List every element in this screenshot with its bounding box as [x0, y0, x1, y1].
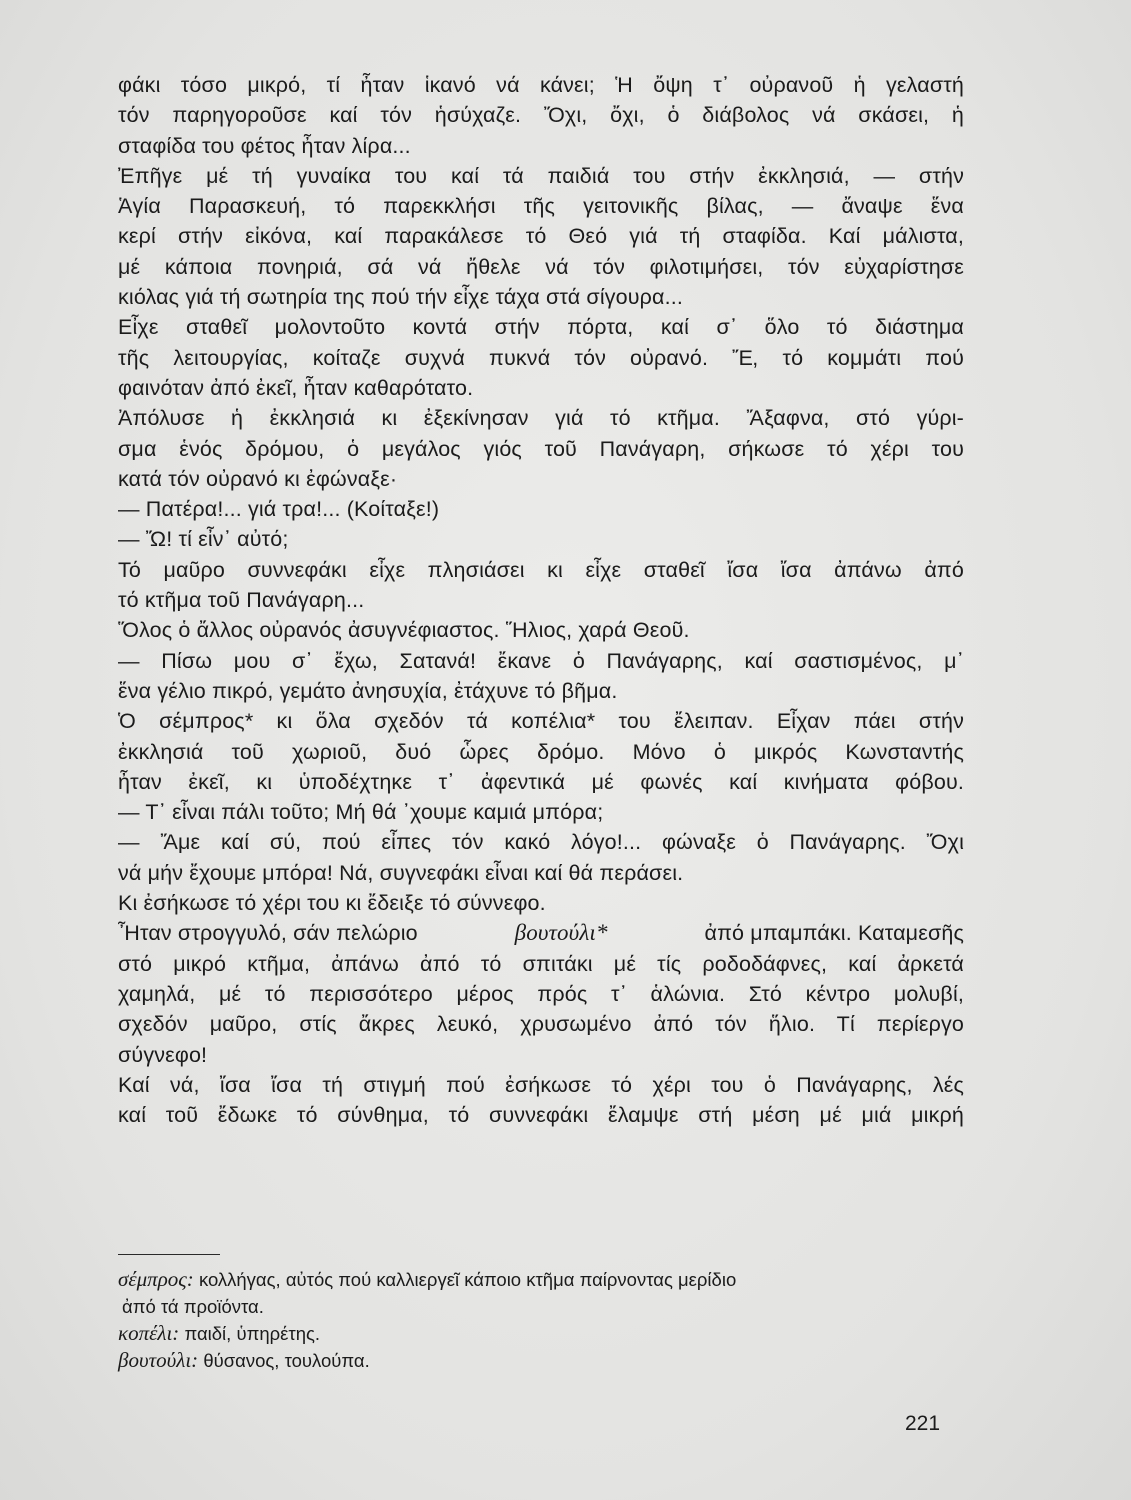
text-line: Ὅλος ὁ ἄλλος οὐρανός ἀσυγνέφιαστος. Ἥλιος, χαρά Θεοῦ. — [118, 618, 690, 643]
footnote-rule — [118, 1254, 220, 1255]
text-line: τῆς λειτουργίας, κοίταζε συχνά πυκνά τόν οὐρανό. Ἔ, τό κομμάτι πού — [118, 345, 964, 370]
text-line: σύγνεφο! — [118, 1042, 208, 1067]
text-line: νά μήν ἔχουμε μπόρα! Νά, συγνεφάκι εἶναι καί θά περάσει. — [118, 860, 684, 885]
text-line: τόν παρηγοροῦσε καί τόν ἡσύχαζε. Ὄχι, ὄχι, ὁ διάβολος νά σκάσει, ἡ — [118, 103, 964, 128]
footnote-term: σέμπρος: — [118, 1267, 194, 1291]
text-line: Καί νά, ἴσα ἴσα τή στιγμή πού ἐσήκωσε τό χέρι του ὁ Πανάγαρης, λές — [118, 1072, 964, 1097]
text-line: σχεδόν μαῦρο, στίς ἄκρες λευκό, χρυσωμένο ἀπό τόν ἥλιο. Τί περίεργο — [118, 1012, 964, 1037]
footnote-term: βουτούλι: — [118, 1348, 199, 1372]
footnotes — [118, 1266, 964, 1374]
text-line: — Πίσω μου σ᾿ ἔχω, Σατανά! ἔκανε ὁ Πανάγαρης, καί σαστισμένος, μ᾿ — [118, 648, 964, 673]
text-line — [118, 918, 964, 948]
footnote — [118, 1266, 964, 1293]
text-line: ἕνα γέλιο πικρό, γεμάτο ἀνησυχία, ἐτάχυνε τό βῆμα. — [118, 678, 618, 703]
footnote-text: κολλήγας, αὐτός πού καλλιεργεῖ κάποιο κτῆμα παίρνοντας μερίδιο — [198, 1269, 737, 1290]
text-line: τό κτῆμα τοῦ Πανάγαρη... — [118, 588, 365, 613]
text-line: μέ κάποια πονηριά, σά νά ἤθελε νά τόν φιλοτιμήσει, τόν εὐχαρίστησε — [118, 254, 964, 279]
italic-term: βουτούλι* — [514, 920, 608, 946]
text-line: — Τ᾿ εἶναι πάλι τοῦτο; Μή θά ᾿χουμε καμιά μπόρα; — [118, 800, 604, 825]
text-line: σταφίδα του φέτος ἦταν λίρα... — [118, 133, 411, 158]
text-line: καί τοῦ ἔδωκε τό σύνθημα, τό συννεφάκι ἔλαμψε στή μέση μέ μιά μικρή — [118, 1103, 964, 1128]
text-line: — Πατέρα!... γιά τρα!... (Κοίταξε!) — [118, 497, 440, 522]
text-line: Ἐπῆγε μέ τή γυναίκα του καί τά παιδιά του στήν ἐκκλησιά, — στήν — [118, 163, 964, 188]
text-line: κερί στήν εἰκόνα, καί παρακάλεσε τό Θεό γιά τή σταφίδα. Καί μάλιστα, — [118, 224, 964, 249]
page-number: 221 — [905, 1412, 941, 1435]
footnote — [118, 1347, 964, 1374]
text-line: ἐκκλησιά τοῦ χωριοῦ, δυό ὧρες δρόμο. Μόνο ὁ μικρός Κωνσταντής — [118, 739, 964, 764]
text-line: Ὁ σέμπρος* κι ὅλα σχεδόν τά κοπέλια* του ἔλειπαν. Εἶχαν πάει στήν — [118, 709, 964, 734]
text-fragment: Ἦταν στρογγυλό, σάν πελώριο — [118, 921, 418, 946]
text-line: χαμηλά, μέ τό περισσότερο μέρος πρός τ᾿ ἁλώνια. Στό κέντρο μολυβί, — [118, 981, 964, 1006]
text-line: — Ἄμε καί σύ, πού εἶπες τόν κακό λόγο!... φώναξε ὁ Πανάγαρης. Ὄχι — [118, 830, 964, 855]
footnote-text: θύσανος, τουλούπα. — [203, 1350, 370, 1371]
footnote — [118, 1320, 964, 1347]
text-line: κιόλας γιά τή σωτηρία της πού τήν εἶχε τάχα στά σίγουρα... — [118, 285, 683, 310]
text-line: ἦταν ἐκεῖ, κι ὑποδέχτηκε τ᾿ ἀφεντικά μέ φωνές καί κινήματα φόβου. — [118, 769, 964, 794]
footnote-text: παιδί, ὑπηρέτης. — [184, 1323, 321, 1344]
text-line: Ἁγία Παρασκευή, τό παρεκκλήσι τῆς γειτονικῆς βίλας, — ἄναψε ἕνα — [118, 194, 964, 219]
main-text — [118, 70, 964, 1130]
text-line: στό μικρό κτῆμα, ἀπάνω ἀπό τό σπιτάκι μέ τίς ροδοδάφνες, καί ἀρκετά — [118, 951, 964, 976]
text-line: φάκι τόσο μικρό, τί ἦταν ἱκανό νά κάνει; Ἡ ὄψη τ᾿ οὐρανοῦ ἡ γελαστή — [118, 73, 964, 97]
text-line: — Ὤ! τί εἶν᾿ αὐτό; — [118, 527, 289, 552]
text-line: Τό μαῦρο συννεφάκι εἶχε πλησιάσει κι εἶχε σταθεῖ ἴσα ἴσα ἀπάνω ἀπό — [118, 557, 964, 582]
footnote-term: κοπέλι: — [118, 1321, 180, 1345]
footnote-continuation: ἀπό τά προϊόντα. — [122, 1296, 264, 1317]
text-line: φαινόταν ἀπό ἐκεῖ, ἦταν καθαρότατο. — [118, 375, 474, 400]
text-line: Κι ἐσήκωσε τό χέρι του κι ἔδειξε τό σύννεφο. — [118, 891, 546, 916]
text-fragment: ἀπό μπαμπάκι. Καταμεσῆς — [704, 921, 964, 946]
text-line: Εἶχε σταθεῖ μολοντοῦτο κοντά στήν πόρτα, καί σ᾿ ὅλο τό διάστημα — [118, 315, 964, 340]
text-line: σμα ἑνός δρόμου, ὁ μεγάλος γιός τοῦ Πανάγαρη, σήκωσε τό χέρι του — [118, 436, 964, 461]
text-line: κατά τόν οὐρανό κι ἐφώναξε· — [118, 466, 398, 491]
text-line: Ἀπόλυσε ἡ ἐκκλησιά κι ἐξεκίνησαν γιά τό κτῆμα. Ἄξαφνα, στό γύρι- — [118, 406, 964, 431]
